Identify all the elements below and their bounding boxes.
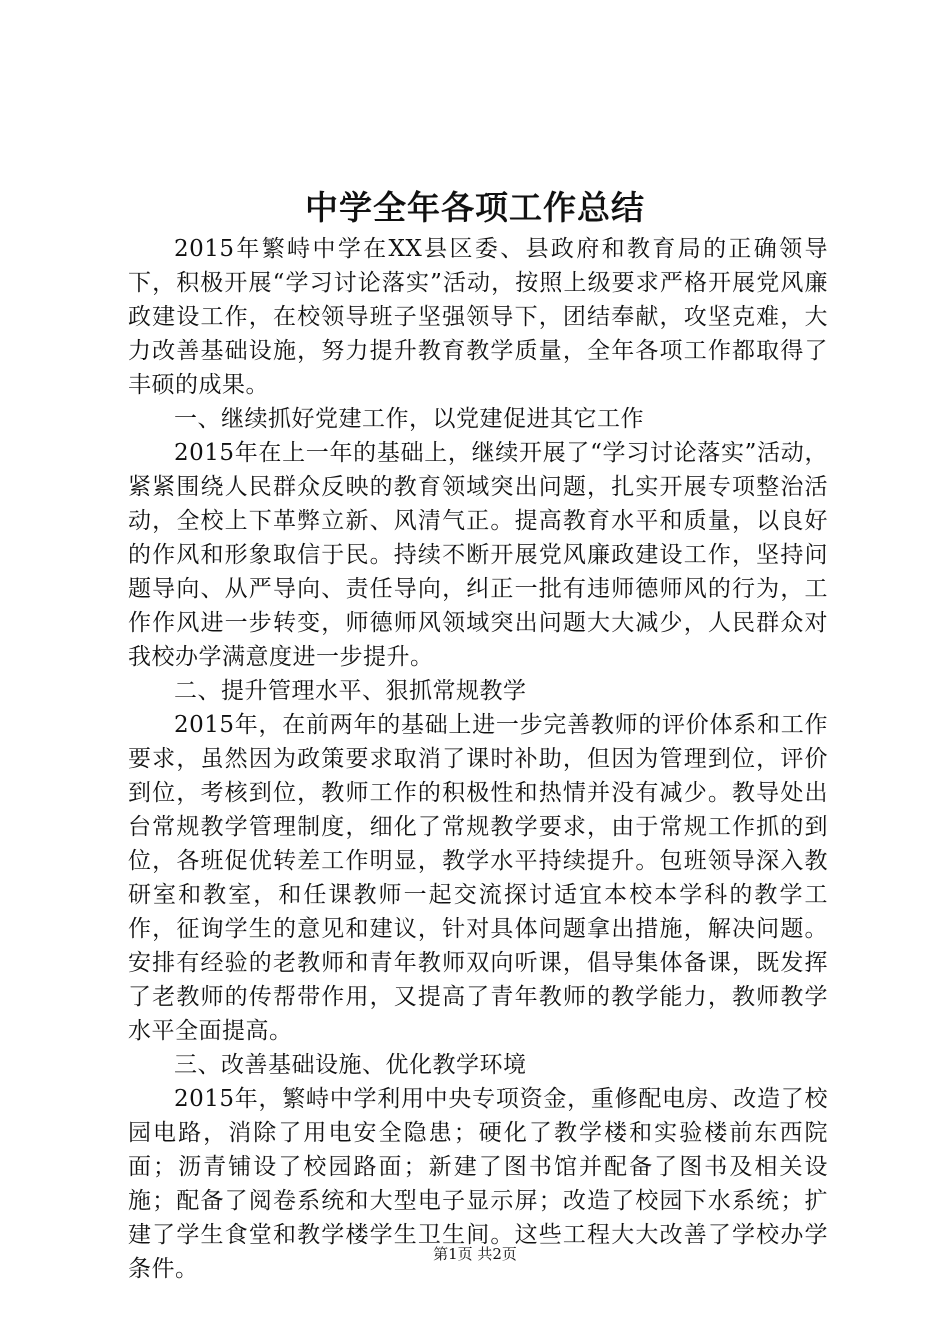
intro-paragraph: 2015年繁峙中学在XX县区委、县政府和教育局的正确领导下，积极开展“学习讨论落实”活动，按照上级要求严格开展党风廉政建设工作，在校领导班子坚强领导下，团结奉献，攻坚克难，大力改善基础设施，努力提升教育教学质量，全年各项工作都取得了丰硕的成果。 [128, 236, 828, 398]
section-2-paragraph: 2015年，在前两年的基础上进一步完善教师的评价体系和工作要求，虽然因为政策要求取消了课时补助，但因为管理到位，评价到位，考核到位，教师工作的积极性和热情并没有减少。教导处出台常规教学管理制度，细化了常规教学要求，由于常规工作抓的到位，各班促优转差工作明显，教学水平持续提升。包班领导深入教研室和教室，和任课教师一起交流探讨适宜本校本学科的教学工作，征询学生的意见和建议，针对具体问题拿出措施，解决问题。安排有经验的老教师和青年教师双向听课，倡导集体备课，既发挥了老教师的传帮带作用，又提高了青年教师的教学能力，教师教学水平全面提高。 [128, 712, 828, 1044]
section-1-paragraph: 2015年在上一年的基础上，继续开展了“学习讨论落实”活动，紧紧围绕人民群众反映的教育领域突出问题，扎实开展专项整治活动，全校上下革弊立新、风清气正。提高教育水平和质量，以良好的作风和形象取信于民。持续不断开展党风廉政建设工作，坚持问题导向、从严导向、责任导向，纠正一批有违师德师风的行为，工作作风进一步转变，师德师风领域突出问题大大减少，人民群众对我校办学满意度进一步提升。 [128, 440, 828, 670]
section-heading-1: 一、继续抓好党建工作，以党建促进其它工作 [174, 406, 644, 432]
page-footer: 第1页 共2页 [433, 1245, 517, 1263]
section-3-paragraph: 2015年，繁峙中学利用中央专项资金，重修配电房、改造了校园电路，消除了用电安全隐患；硬化了教学楼和实验楼前东西院面；沥青铺设了校园路面；新建了图书馆并配备了图书及相关设施；配备了阅卷系统和大型电子显示屏；改造了校园下水系统；扩建了学生食堂和教学楼学生卫生间。这些工程大大改善了学校办学条件。 [128, 1086, 828, 1282]
document-title: 中学全年各项工作总结 [305, 188, 645, 227]
section-heading-2: 二、提升管理水平、狠抓常规教学 [174, 678, 527, 704]
document-body [128, 232, 828, 1286]
section-heading-3: 三、改善基础设施、优化教学环境 [174, 1052, 527, 1078]
